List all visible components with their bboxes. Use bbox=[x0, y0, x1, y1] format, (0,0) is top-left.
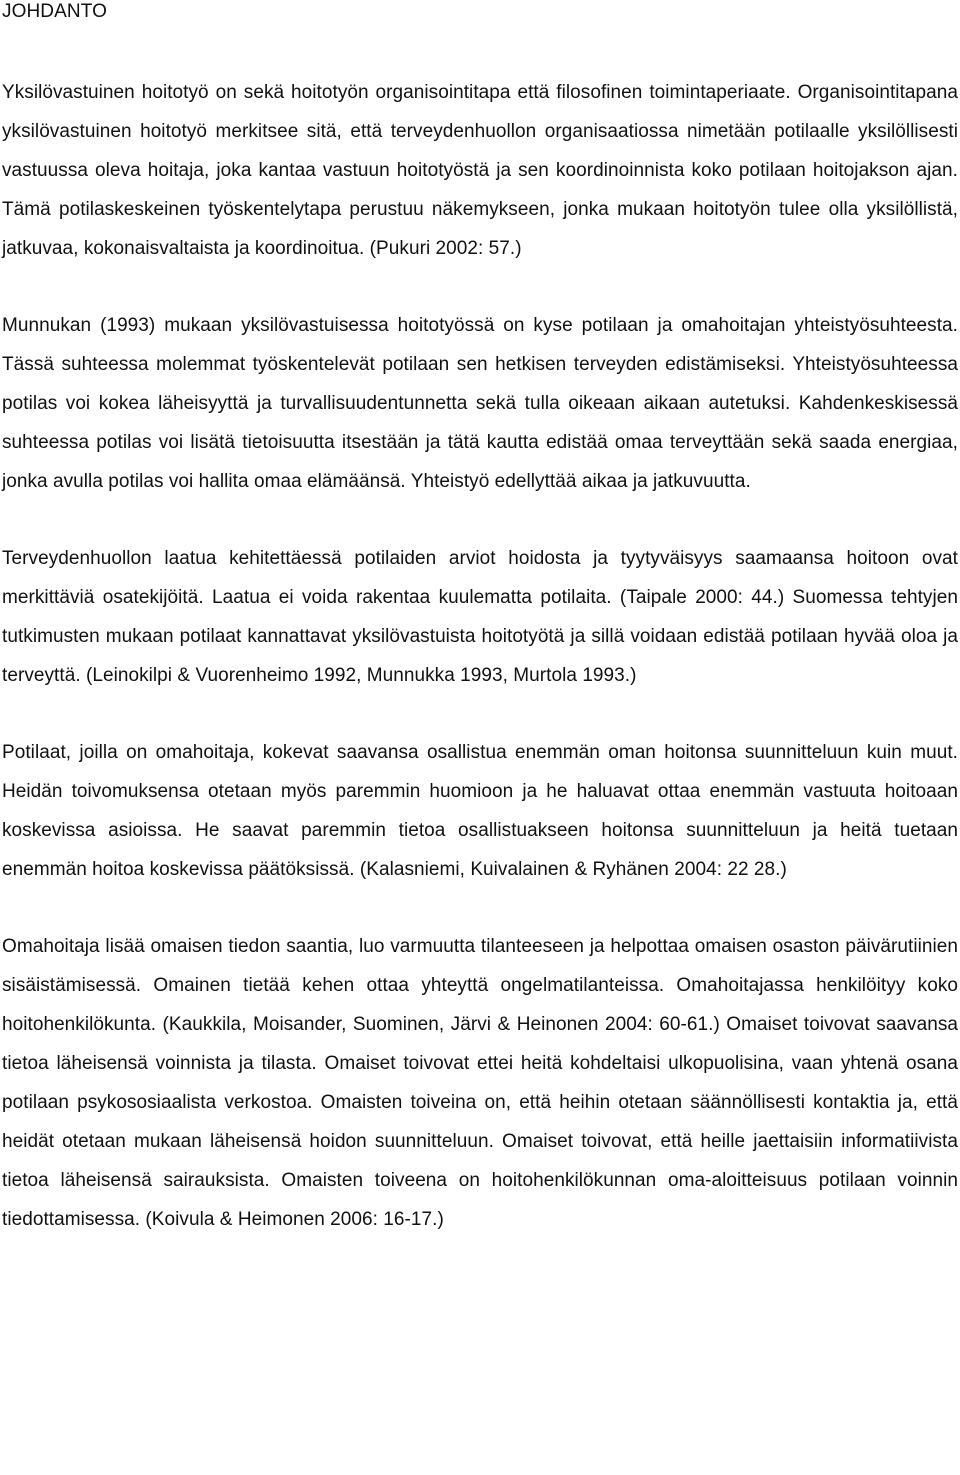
paragraph-patient-participation: Potilaat, joilla on omahoitaja, kokevat saavansa osallistua enemmän oman hoitonsa suunnitteluun kuin muut. Heidän toivomuksensa otetaan myös paremmin huomioon ja he haluavat ottaa enemmän vastuuta hoitoaan koskevissa asioissa. He saavat paremmin tietoa osallistuakseen hoitonsa suunnitteluun ja heitä tuetaan enemmän hoitoa koskevissa päätöksissä. (Kalasniemi, Kuivalainen & Ryhänen 2004: 22 28.) bbox=[2, 742, 958, 880]
paragraph-relatives: Omahoitaja lisää omaisen tiedon saantia, luo varmuutta tilanteeseen ja helpottaa omaisen osaston päivärutiinien sisäistämisessä. Omainen tietää kehen ottaa yhteyttä ongelmatilanteissa. Omahoitajassa henkilöityy koko hoitohenkilökunta. (Kaukkila, Moisander, Suominen, Järvi & Heinonen 2004: 60-61.) Omaiset toivovat saavansa tietoa läheisensä voinnista ja tilasta. Omaiset toivovat ettei heitä kohdeltaisi ulkopuolisina, vaan yhtenä osana potilaan psykososiaalista verkostoa. Omaisten toiveina on, että heihin otetaan säännöllisesti kontaktia ja, että heidät otetaan mukaan läheisensä hoidon suunnitteluun. Omaiset toivovat, että heille jaettaisiin informatiivista tietoa läheisensä sairauksista. Omaisten toiveena on hoitohenkilökunnan oma-aloitteisuus potilaan voinnin tiedottamisessa. (Koivula & Heimonen 2006: 16-17.) bbox=[2, 936, 958, 1230]
paragraph-cooperation-relationship: Munnukan (1993) mukaan yksilövastuisessa hoitotyössä on kyse potilaan ja omahoitajan yhteistyösuhteesta. Tässä suhteessa molemmat työskentelevät potilaan sen hetkisen terveyden edistämiseksi. Yhteistyösuhteessa potilas voi kokea läheisyyttä ja turvallisuudentunnetta sekä tulla oikeaan aikaan autetuksi. Kahdenkeskisessä suhteessa potilas voi lisätä tietoisuutta itsestään ja tätä kautta edistää omaa terveyttään sekä saada energiaa, jonka avulla potilas voi hallita omaa elämäänsä. Yhteistyö edellyttää aikaa ja jatkuvuutta. bbox=[2, 315, 958, 492]
paragraph-individual-nursing: Yksilövastuinen hoitotyö on sekä hoitotyön organisointitapa että filosofinen toimintaperiaate. Organisointitapana yksilövastuinen hoitotyö merkitsee sitä, että terveydenhuollon organisaatiossa nimetään potilaalle yksilöllisesti vastuussa oleva hoitaja, joka kantaa vastuun hoitotyöstä ja sen koordinoinnista koko potilaan hoitojakson ajan. Tämä potilaskeskeinen työskentelytapa perustuu näkemykseen, jonka mukaan hoitotyön tulee olla yksilöllistä, jatkuvaa, kokonaisvaltaista ja koordinoitua. (Pukuri 2002: 57.) bbox=[2, 82, 958, 259]
section-heading: JOHDANTO bbox=[2, 1, 107, 22]
paragraph-quality-development: Terveydenhuollon laatua kehitettäessä potilaiden arviot hoidosta ja tyytyväisyys saamaansa hoitoon ovat merkittäviä osatekijöitä. Laatua ei voida rakentaa kuulematta potilaita. (Taipale 2000: 44.) Suomessa tehtyjen tutkimusten mukaan potilaat kannattavat yksilövastuista hoitotyötä ja sillä voidaan edistää potilaan hyvää oloa ja terveyttä. (Leinokilpi & Vuorenheimo 1992, Munnukka 1993, Murtola 1993.) bbox=[2, 548, 958, 686]
